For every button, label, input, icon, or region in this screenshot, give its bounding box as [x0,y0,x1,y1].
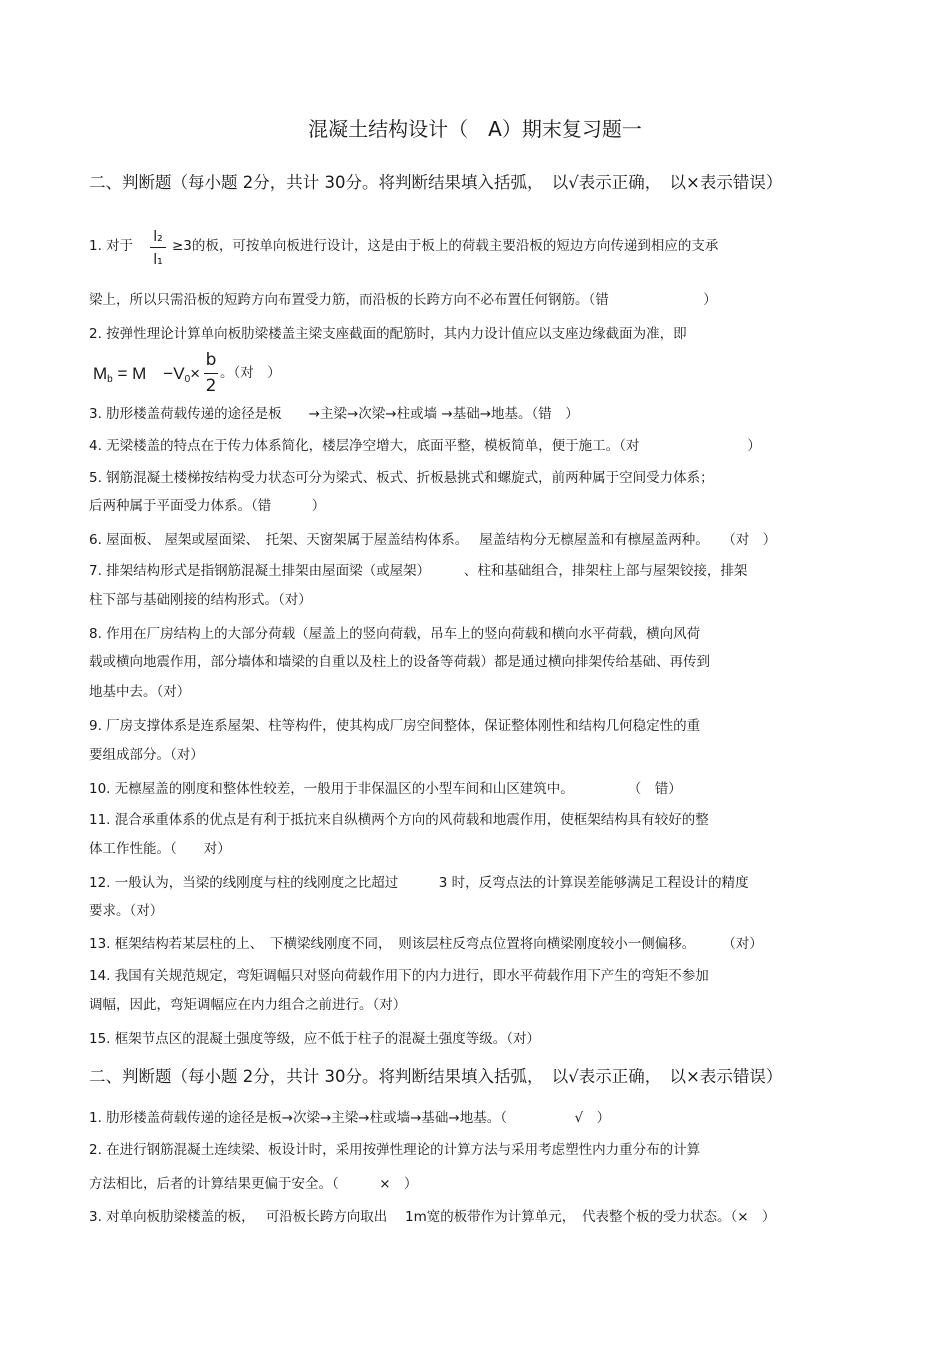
s2-q3: 3. 对单向板肋梁楼盖的板， 可沿板长跨方向取出 1m宽的板带作为计算单元， 代表整个板的受力状态。（× ） [89,1209,776,1225]
formula-sub-0: 0 [184,374,191,385]
s1-q14-line1: 14. 我国有关规范规定，弯矩调幅只对竖向荷载作用下的内力进行，即水平荷载作用下产生的弯矩不参加 [89,968,709,984]
page-title: 混凝土结构设计（ A）期末复习题一 [308,117,642,141]
s1-q6: 6. 屋面板、 屋架或屋面梁、 托架、天窗架属于屋盖结构体系。 屋盖结构分无檩屋盖和有檩屋盖两种。 （对 ） [89,532,777,548]
s1-q2-line1: 2. 按弹性理论计算单向板肋梁楼盖主梁支座截面的配筋时，其内力设计值应以支座边缘截面为准，即 [89,326,687,342]
s1-q9-line2: 要组成部分。（对） [89,747,204,763]
s1-q5-line2: 后两种属于平面受力体系。（错 ） [89,498,326,514]
formula-mid: = M −V [117,364,185,383]
s1-q1-line1: ≥3的板，可按单向板进行设计，这是由于板上的荷载主要沿板的短边方向传递到相应的支承 [172,238,719,254]
s2-q2-line1: 2. 在进行钢筋混凝土连续梁、板设计时，采用按弹性理论的计算方法与采用考虑塑性内力重分布的计算 [89,1142,701,1158]
s1-q4: 4. 无梁楼盖的特点在于传力体系简化，楼层净空增大，底面平整，模板简单，便于施工。（对 ） [89,438,761,454]
s1-q2-frac-num: b [205,350,217,370]
s1-q8-line3: 地基中去。（对） [89,684,191,700]
s1-q8-line2: 载或横向地震作用，部分墙体和墙梁的自重以及柱上的设备等荷载）都是通过横向排架传给基础、再传到 [89,654,710,670]
s1-q1-frac-den: l₁ [153,252,163,268]
s1-q3: 3. 肋形楼盖荷载传递的途径是板 →主梁→次梁→柱或墙 →基础→地基。（错 ） [89,406,579,422]
formula-times: × [190,364,201,383]
section-2-heading: 二、判断题（每小题 2分，共计 30分。将判断结果填入括弧， 以√表示正确， 以×表示错误） [89,1067,783,1086]
s1-q1-prefix: 1. 对于 [89,238,134,254]
formula-sub-b: b [107,374,113,385]
s1-q12-line1: 12. 一般认为，当梁的线刚度与柱的线刚度之比超过 3 时，反弯点法的计算误差能够满足工程设计的精度 [89,875,749,891]
s1-q1-line2: 梁上，所以只需沿板的短跨方向布置受力筋，而沿板的长跨方向不必布置任何钢筋。（错 ） [89,292,717,308]
s1-q7-line1: 7. 排架结构形式是指钢筋混凝土排架由屋面梁（或屋架） 、柱和基础组合，排架柱上部与屋架铰接，排架 [89,563,748,579]
formula-m-b: M [93,364,108,383]
s1-q2-frac-den: 2 [205,376,217,396]
s1-q10: 10. 无檩屋盖的刚度和整体性较差，一般用于非保温区的小型车间和山区建筑中。 （ 错） [89,781,682,797]
s1-q14-line2: 调幅，因此，弯矩调幅应在内力组合之前进行。（对） [89,997,407,1013]
s1-q8-line1: 8. 作用在厂房结构上的大部分荷载（屋盖上的竖向荷载，吊车上的竖向荷载和横向水平荷载，横向风荷 [89,626,701,642]
s1-q1-frac-line [150,247,166,248]
s1-q1-frac-num: l₂ [153,229,163,245]
s1-q15: 15. 框架节点区的混凝土强度等级，应不低于柱子的混凝土强度等级。（对） [89,1031,541,1047]
s1-q9-line1: 9. 厂房支撑体系是连系屋架、柱等构件，使其构成厂房空间整体，保证整体刚性和结构几何稳定性的重 [89,718,701,734]
s1-q13: 13. 框架结构若某层柱的上、 下横梁线刚度不同， 则该层柱反弯点位置将向横梁刚度较小一侧偏移。 （对） [89,936,763,952]
s1-q11-line2: 体工作性能。（ 对） [89,841,231,857]
s2-q2-line2: 方法相比，后者的计算结果更偏于安全。（ × ） [89,1176,418,1192]
s1-q11-line1: 11. 混合承重体系的优点是有利于抵抗来自纵横两个方向的风荷载和地震作用，使框架结构具有较好的整 [89,812,709,828]
s1-q7-line2: 柱下部与基础刚接的结构形式。（对） [89,592,312,608]
s1-q12-line2: 要求。（对） [89,903,164,919]
s1-q2-formula [93,364,200,390]
section-1-heading: 二、判断题（每小题 2分，共计 30分。将判断结果填入括弧， 以√表示正确， 以×表示错误） [89,173,783,192]
s1-q2-frac-line [204,373,218,374]
s1-q2-answer: 。（对 ） [220,365,281,381]
s1-q5-line1: 5. 钢筋混凝土楼梯按结构受力状态可分为梁式、板式、折板悬挑式和螺旋式，前两种属于空间受力体系； [89,470,714,486]
s2-q1: 1. 肋形楼盖荷载传递的途径是板→次梁→主梁→柱或墙→基础→地基。（ √ ） [89,1110,611,1126]
